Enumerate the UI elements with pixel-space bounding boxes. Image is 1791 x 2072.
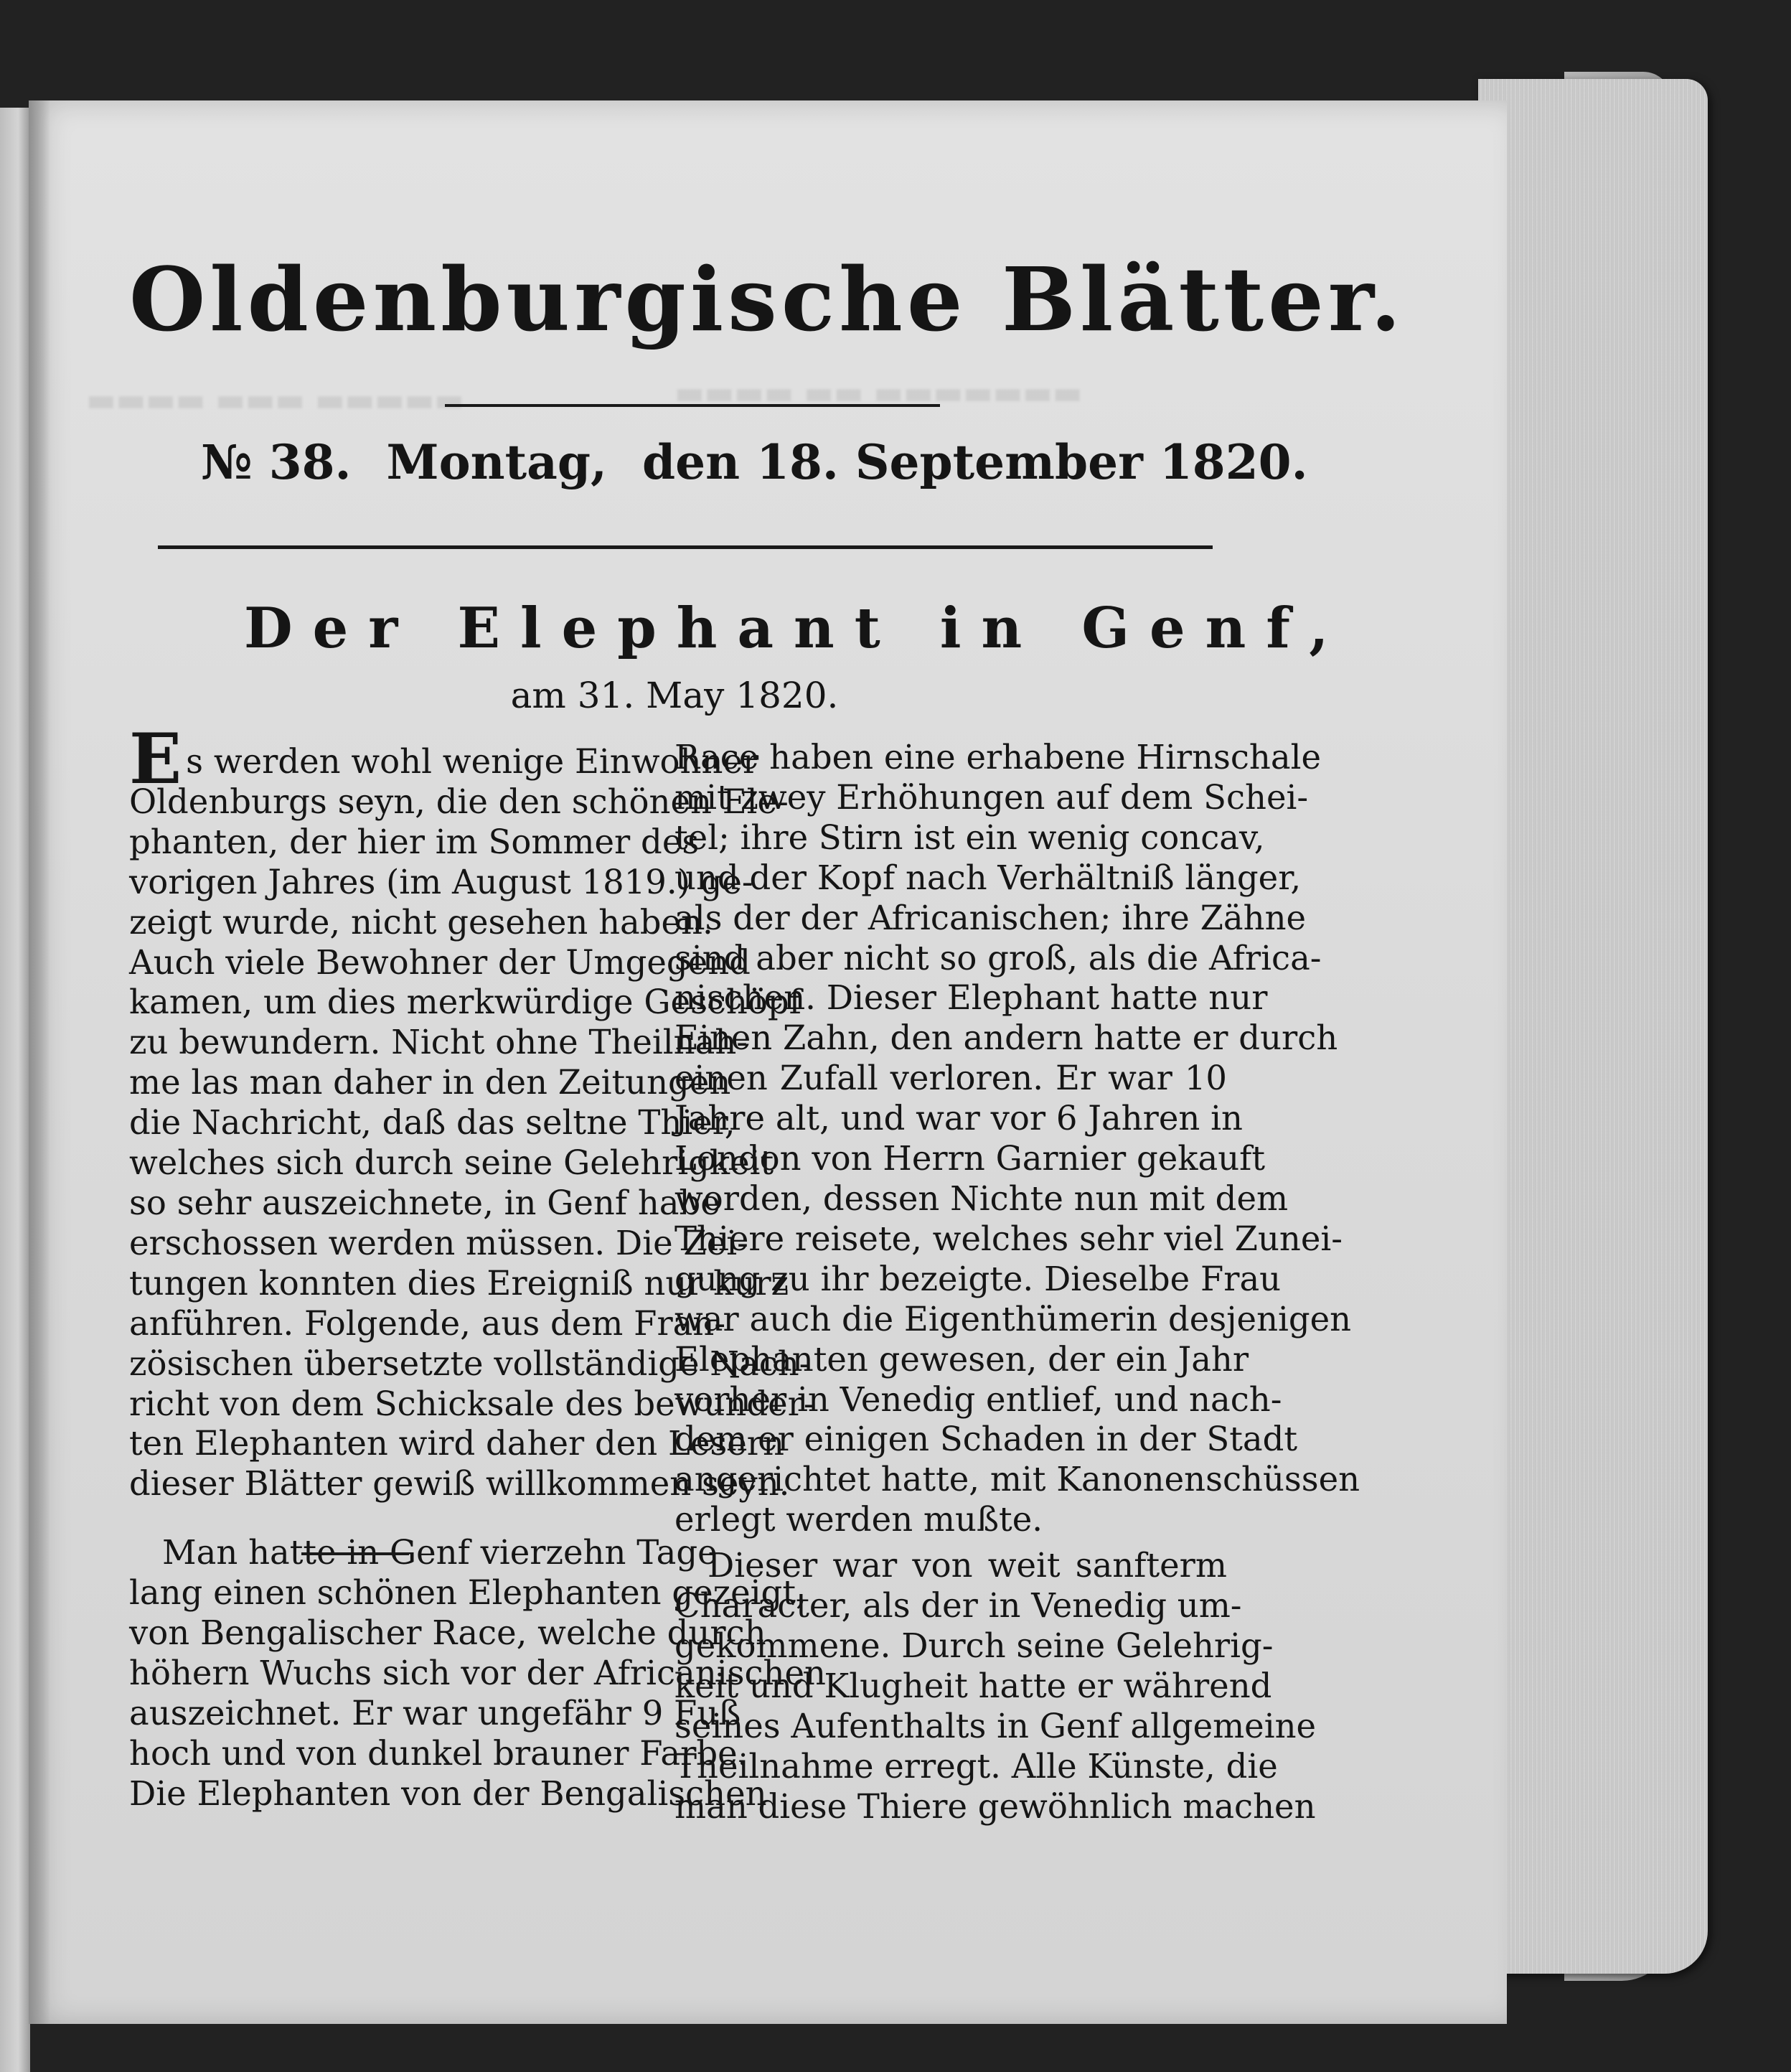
text-line: Theilnahme erregt. Alle Künste, die [674,1746,1278,1786]
text-line: und der Kopf nach Verhältniß länger, [674,858,1302,897]
text-line: me las man daher in den Zeitungen [129,1063,731,1102]
text-line: war auch die Eigenthümerin desjenigen [674,1299,1352,1339]
masthead-title: Oldenburgische Blätter. [129,248,1406,351]
text-line: man diese Thiere gewöhnlich machen [674,1786,1316,1826]
bleed-through: ▬▬▬▬ ▬▬ ▬▬▬▬▬▬▬ [674,375,1083,411]
text-line: zösischen übersetzte vollständige Nach- [129,1344,811,1383]
text-line: erschossen werden müssen. Die Zei- [129,1223,748,1262]
text-line: erlegt werden mußte. [674,1500,1043,1539]
issue-number: № 38. [201,434,352,490]
text-line: vorher in Venedig entlief, und nach- [674,1379,1282,1419]
binding-gutter [29,100,50,2024]
facing-page-edge [0,108,30,2072]
text-line: Einen Zahn, den andern hatte er durch [674,1018,1338,1058]
text-line: Auch viele Bewohner der Umgegend [129,942,751,982]
text-line: hoch und von dunkel brauner Farbe. [129,1733,748,1773]
right-column [674,738,1360,1827]
text-line: phanten, der hier im Sommer des [129,822,700,861]
article-dateline: am 31. May 1820. [510,675,839,716]
text-line: anführen. Folgende, aus dem Fran- [129,1303,726,1343]
text-line: tungen konnten dies Ereigniß nur kurz [129,1263,789,1303]
bleed-through: ▬▬▬▬ ▬▬▬ ▬▬▬▬▬ [86,382,464,418]
text-line: zu bewundern. Nicht ohne Theilnah- [129,1023,748,1062]
text-line: angerichtet hatte, mit Kanonenschüssen [674,1460,1360,1499]
paragraph [674,1546,1317,1827]
text-line: Jahre alt, und war vor 6 Jahren in [674,1099,1243,1138]
text-line: welches sich durch seine Gelehrigkeit [129,1143,774,1183]
text-line: keit und Klugheit hatte er während [674,1666,1272,1705]
text-line: kamen, um dies merkwürdige Geschöpf [129,983,802,1022]
text-line: tel; ihre Stirn ist ein wenig concav, [674,817,1265,857]
text-line: so sehr auszeichnete, in Genf habe [129,1183,720,1222]
text-line: sind aber nicht so groß, als die Africa- [674,938,1322,978]
text-line: Elephanten gewesen, der ein Jahr [674,1339,1249,1379]
text-line: höhern Wuchs sich vor der Africanischen [129,1653,826,1692]
text-line: Thiere reisete, welches sehr viel Zunei- [674,1219,1343,1258]
text-line: ten Elephanten wird daher den Lesern [129,1424,784,1463]
text-line: mit zwey Erhöhungen auf dem Schei- [674,777,1309,817]
text-line: vorigen Jahres (im August 1819.) ge- [129,862,753,901]
text-line: auszeichnet. Er war ungefähr 9 Fuß [129,1693,741,1733]
paragraph [129,718,815,1504]
article-headline: Der Elephant in Genf, [244,596,1349,661]
text-line: Oldenburgs seyn, die den schönen Ele- [129,782,789,821]
text-line: Race haben eine erhabene Hirnschale [674,738,1321,777]
masthead-rule [445,404,940,407]
text-line: gekommene. Durch seine Gelehrig- [674,1626,1274,1665]
text-line: Man hatte in Genf vierzehn Tage [162,1533,718,1572]
issue-date: den 18. September 1820. [641,434,1308,490]
paragraph [674,738,1360,1540]
paragraph-separator [301,1552,409,1555]
text-line: Dieser war von weit sanfterm [708,1546,1227,1585]
text-line: die Nachricht, daß das seltne Thier, [129,1103,735,1143]
text-line: dieser Blätter gewiß willkommen seyn. [129,1464,790,1504]
text-line: dem er einigen Schaden in der Stadt [674,1420,1298,1459]
page-block-edges [1478,79,1708,1974]
text-line: Es werden wohl wenige Einwohner [129,718,759,800]
text-line: zeigt wurde, nicht gesehen haben. [129,902,713,942]
text-line: als der der Africanischen; ihre Zähne [674,898,1307,937]
text-line: einen Zufall verloren. Er war 10 [674,1059,1227,1098]
text-line: gung zu ihr bezeigte. Dieselbe Frau [674,1259,1282,1298]
text-line: London von Herrn Garnier gekauft [674,1139,1266,1178]
text-line: richt von dem Schicksale des bewunder- [129,1384,815,1423]
text-line: Character, als der in Venedig um- [674,1586,1242,1626]
newspaper-page [29,100,1507,2024]
text-line: worden, dessen Nichte nun mit dem [674,1178,1289,1218]
text-line: von Bengalischer Race, welche durch [129,1613,766,1653]
left-column [129,718,826,1814]
paragraph [129,1533,826,1814]
text-line: nischen. Dieser Elephant hatte nur [674,978,1268,1018]
issue-line [201,434,1308,490]
text-line: lang einen schönen Elephanten gezeigt, [129,1573,807,1613]
issue-weekday: Montag, [386,434,607,490]
text-line: Die Elephanten von der Bengalischen [129,1773,767,1813]
issue-rule [158,545,1213,549]
text-line: seines Aufenthalts in Genf allgemeine [674,1706,1317,1745]
